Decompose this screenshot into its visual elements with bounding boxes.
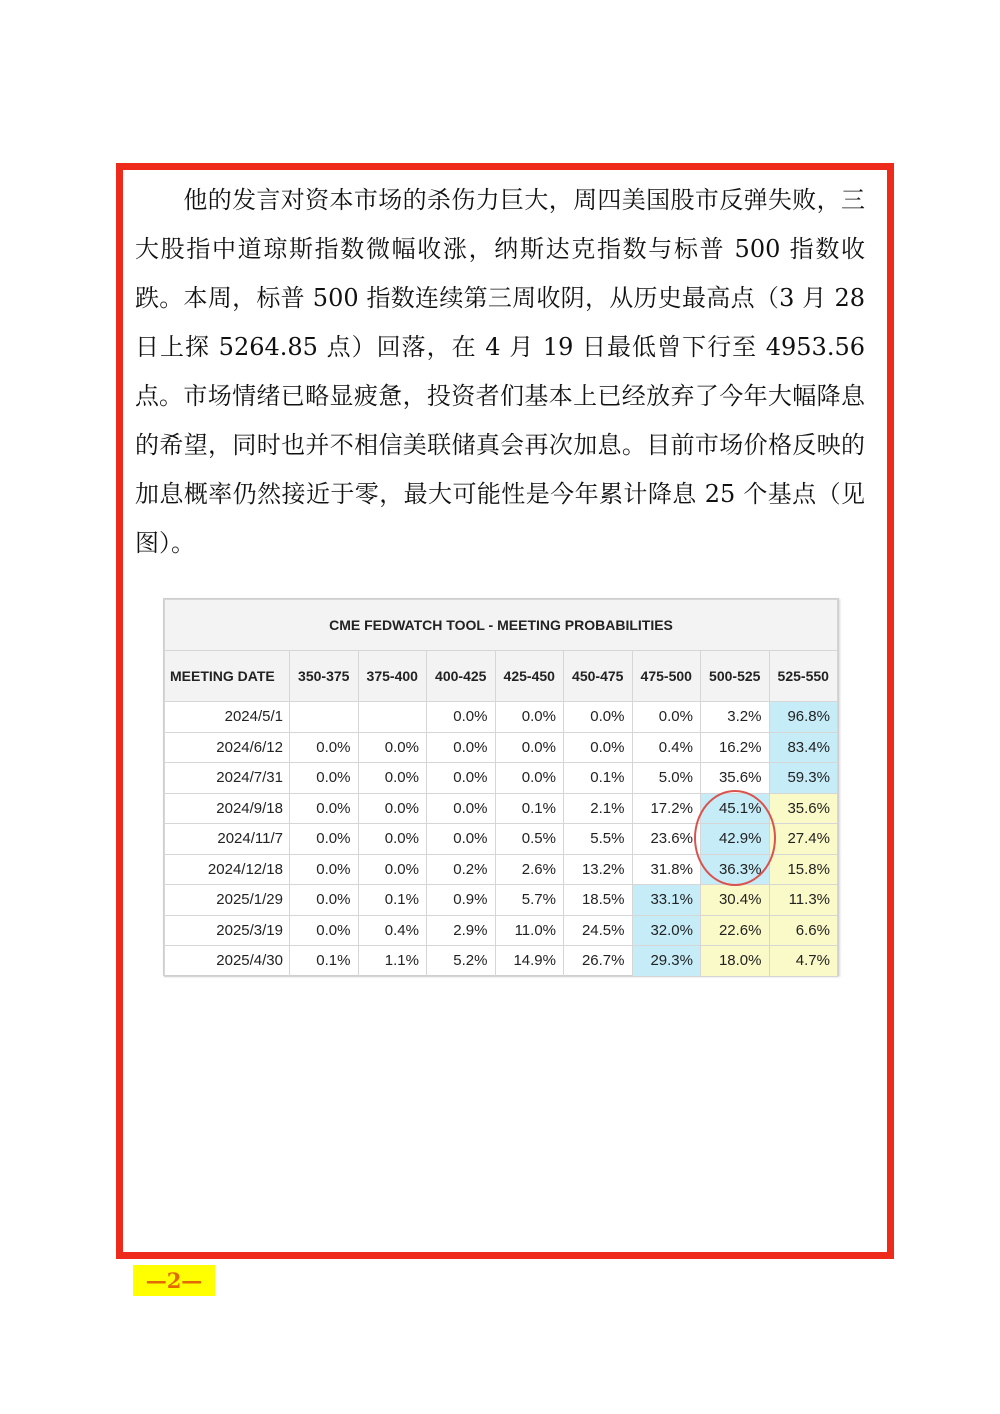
probability-cell: 18.5%: [564, 885, 633, 916]
header-range: 450-475: [564, 651, 633, 702]
meeting-date-cell: 2024/5/1: [165, 702, 290, 733]
probability-cell: 0.0%: [427, 732, 496, 763]
meeting-date-cell: 2024/6/12: [165, 732, 290, 763]
probability-cell: [290, 702, 359, 733]
meeting-date-cell: 2025/1/29: [165, 885, 290, 916]
probability-cell: 0.0%: [358, 854, 427, 885]
probability-cell: 0.0%: [564, 702, 633, 733]
meeting-date-cell: 2024/11/7: [165, 824, 290, 855]
probability-cell: 0.0%: [358, 732, 427, 763]
probability-cell: 36.3%: [701, 854, 770, 885]
table-title: CME FEDWATCH TOOL - MEETING PROBABILITIES: [165, 600, 838, 651]
paragraph-1-text: 他的发言对资本市场的杀伤力巨大，周四美国股市反弹失败，三大股指中道琼斯指数微幅收涨，纳斯达克指数与标普 500 指数收跌。本周，标普 500 指数连续第三周收阴，从历史最高点（3 月 28 日上探 5264.85 点）回落，在 4 月 19 日最低曾下行至 4953.56 点。: [135, 186, 865, 410]
probability-cell: 0.0%: [290, 793, 359, 824]
probability-cell: 29.3%: [632, 946, 701, 977]
page-number: —2—: [133, 1265, 215, 1296]
probability-cell: 96.8%: [769, 702, 838, 733]
probability-cell: 5.7%: [495, 885, 564, 916]
probability-cell: 0.0%: [495, 763, 564, 794]
probability-cell: 17.2%: [632, 793, 701, 824]
table-header-row: [165, 651, 838, 702]
probability-cell: 0.0%: [290, 824, 359, 855]
paragraph-2-text: 市场情绪已略显疲惫，投资者们基本上已经放弃了今年大幅降息的希望，同时也并不相信美联储真会再次加息。目前市场价格反映的加息概率仍然接近于零，最大可能性是今年累计降息 25 个基点（见图）。: [135, 382, 865, 557]
probability-cell: 83.4%: [769, 732, 838, 763]
probability-cell: 5.5%: [564, 824, 633, 855]
meeting-date-cell: 2024/12/18: [165, 854, 290, 885]
probability-cell: 0.0%: [290, 885, 359, 916]
meeting-date-cell: 2025/3/19: [165, 915, 290, 946]
probability-cell: 11.0%: [495, 915, 564, 946]
probability-cell: 26.7%: [564, 946, 633, 977]
probability-cell: 4.7%: [769, 946, 838, 977]
fedwatch-table-image: [163, 598, 839, 976]
probability-cell: 18.0%: [701, 946, 770, 977]
fedwatch-table: [164, 599, 838, 977]
probability-cell: 27.4%: [769, 824, 838, 855]
probability-cell: 0.1%: [358, 885, 427, 916]
probability-cell: 0.1%: [290, 946, 359, 977]
probability-cell: 0.0%: [427, 702, 496, 733]
probability-cell: 33.1%: [632, 885, 701, 916]
probability-cell: 5.0%: [632, 763, 701, 794]
probability-cell: 0.0%: [427, 763, 496, 794]
header-range: 500-525: [701, 651, 770, 702]
probability-cell: 59.3%: [769, 763, 838, 794]
probability-cell: 0.4%: [632, 732, 701, 763]
table-row: [165, 732, 838, 763]
probability-cell: 32.0%: [632, 915, 701, 946]
probability-cell: 0.0%: [290, 915, 359, 946]
table-row: [165, 885, 838, 916]
probability-cell: 0.0%: [564, 732, 633, 763]
probability-cell: 5.2%: [427, 946, 496, 977]
probability-cell: 0.0%: [358, 793, 427, 824]
header-range: 375-400: [358, 651, 427, 702]
probability-cell: 3.2%: [701, 702, 770, 733]
probability-cell: 23.6%: [632, 824, 701, 855]
meeting-date-cell: 2024/7/31: [165, 763, 290, 794]
meeting-date-cell: 2025/4/30: [165, 946, 290, 977]
header-range: 525-550: [769, 651, 838, 702]
probability-cell: 0.5%: [495, 824, 564, 855]
probability-cell: 0.0%: [495, 732, 564, 763]
meeting-date-cell: 2024/9/18: [165, 793, 290, 824]
probability-cell: 0.0%: [427, 824, 496, 855]
probability-cell: 24.5%: [564, 915, 633, 946]
table-row: [165, 763, 838, 794]
red-circle-annotation: [694, 790, 776, 886]
probability-cell: 13.2%: [564, 854, 633, 885]
probability-cell: 35.6%: [769, 793, 838, 824]
probability-cell: 11.3%: [769, 885, 838, 916]
probability-cell: 15.8%: [769, 854, 838, 885]
probability-cell: 0.0%: [290, 763, 359, 794]
probability-cell: 0.0%: [290, 732, 359, 763]
table-row: [165, 915, 838, 946]
paragraph-2: [135, 372, 865, 568]
probability-cell: 14.9%: [495, 946, 564, 977]
table-row: [165, 702, 838, 733]
probability-cell: 0.0%: [495, 702, 564, 733]
probability-cell: 0.1%: [495, 793, 564, 824]
probability-cell: 0.0%: [358, 824, 427, 855]
probability-cell: 22.6%: [701, 915, 770, 946]
probability-cell: 2.1%: [564, 793, 633, 824]
probability-cell: [358, 702, 427, 733]
header-range: 425-450: [495, 651, 564, 702]
probability-cell: 0.0%: [358, 763, 427, 794]
table-title-row: [165, 600, 838, 651]
probability-cell: 0.0%: [427, 793, 496, 824]
table-row: [165, 946, 838, 977]
probability-cell: 6.6%: [769, 915, 838, 946]
probability-cell: 0.4%: [358, 915, 427, 946]
probability-cell: 1.1%: [358, 946, 427, 977]
probability-cell: 30.4%: [701, 885, 770, 916]
probability-cell: 35.6%: [701, 763, 770, 794]
header-range: 400-425: [427, 651, 496, 702]
probability-cell: 0.0%: [290, 854, 359, 885]
probability-cell: 2.6%: [495, 854, 564, 885]
probability-cell: 0.2%: [427, 854, 496, 885]
probability-cell: 16.2%: [701, 732, 770, 763]
header-range: 475-500: [632, 651, 701, 702]
header-meeting-date: MEETING DATE: [165, 651, 290, 702]
probability-cell: 45.1%: [701, 793, 770, 824]
probability-cell: 0.0%: [632, 702, 701, 733]
header-range: 350-375: [290, 651, 359, 702]
probability-cell: 42.9%: [701, 824, 770, 855]
probability-cell: 0.9%: [427, 885, 496, 916]
probability-cell: 31.8%: [632, 854, 701, 885]
probability-cell: 0.1%: [564, 763, 633, 794]
probability-cell: 2.9%: [427, 915, 496, 946]
